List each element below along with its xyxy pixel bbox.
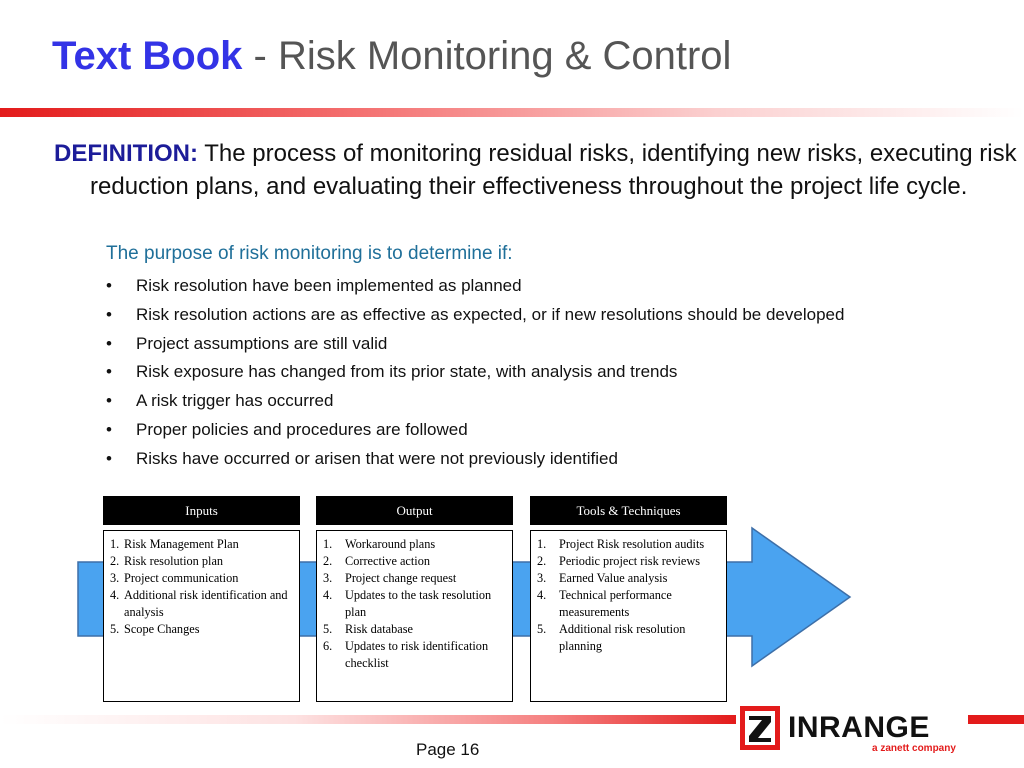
list-item — [110, 621, 293, 638]
item-text: Project Risk resolution audits — [559, 537, 705, 551]
item-text: Technical performance measurements — [559, 588, 672, 619]
item-number: 3. — [110, 571, 120, 585]
tools-panel — [530, 530, 727, 702]
item-number: 2. — [537, 554, 547, 568]
bullet-text: Proper policies and procedures are followed — [136, 419, 468, 439]
list-item — [537, 536, 720, 553]
bullet-item — [106, 445, 844, 474]
list-item — [323, 536, 506, 553]
bullet-marker: • — [106, 276, 112, 295]
list-item — [323, 553, 506, 570]
list-item — [537, 553, 720, 570]
item-number: 1. — [323, 537, 333, 551]
list-item — [323, 621, 506, 638]
item-text: Updates to the task resolution plan — [345, 588, 492, 619]
definition-colon: : — [190, 140, 198, 167]
item-text: Additional risk identification and analysis — [124, 588, 288, 619]
item-number: 4. — [110, 588, 120, 602]
purpose-intro: The purpose of risk monitoring is to determine if: — [106, 243, 513, 264]
bullet-item — [106, 387, 844, 416]
item-number: 5. — [537, 622, 547, 636]
bullet-marker: • — [106, 362, 112, 382]
bullet-item — [106, 272, 844, 301]
title-main: Text Book — [52, 34, 243, 78]
item-text: Risk database — [345, 622, 413, 636]
bullet-marker: • — [106, 333, 112, 353]
item-number: 4. — [323, 588, 333, 602]
item-number: 1. — [537, 537, 547, 551]
slide-title — [52, 28, 731, 93]
item-number: 2. — [110, 554, 120, 568]
bullet-marker: • — [106, 448, 112, 468]
output-header: Output — [316, 496, 513, 525]
item-number: 2. — [323, 554, 333, 568]
list-item — [537, 570, 720, 587]
item-text: Workaround plans — [345, 537, 436, 551]
item-text: Periodic project risk reviews — [559, 554, 701, 568]
process-diagram — [0, 494, 1024, 706]
item-number: 4. — [537, 588, 547, 602]
item-text: Updates to risk identification checklist — [345, 639, 489, 670]
list-item — [110, 553, 293, 570]
definition-label: DEFINITION — [54, 140, 190, 167]
footer-divider-end — [968, 715, 1024, 724]
bullet-marker: • — [106, 419, 112, 439]
bullet-item — [106, 416, 844, 445]
item-text: Project change request — [345, 571, 457, 585]
item-text: Project communication — [124, 571, 239, 585]
item-number: 3. — [323, 571, 333, 585]
bullet-text: Risk resolution actions are as effective as expected, or if new resolutions should be developed — [136, 304, 845, 324]
inputs-list — [110, 536, 293, 638]
inputs-header: Inputs — [103, 496, 300, 525]
list-item — [323, 638, 506, 672]
footer-divider — [0, 715, 736, 724]
page-number: Page 16 — [416, 740, 480, 759]
list-item — [323, 570, 506, 587]
list-item — [110, 536, 293, 553]
inputs-panel — [103, 530, 300, 702]
list-item — [110, 570, 293, 587]
bullet-item — [106, 330, 844, 359]
title-divider — [0, 108, 1024, 117]
item-text: Scope Changes — [124, 622, 200, 636]
bullet-text: Risk exposure has changed from its prior state, with analysis and trends — [136, 362, 678, 382]
item-text: Risk resolution plan — [124, 554, 224, 568]
bullet-marker: • — [106, 391, 112, 411]
title-subtitle: - Risk Monitoring & Control — [242, 34, 732, 78]
list-item — [537, 621, 720, 655]
bullet-item — [106, 358, 844, 387]
list-item — [537, 587, 720, 621]
bullet-text: Project assumptions are still valid — [136, 333, 388, 353]
list-item — [323, 587, 506, 621]
definition-paragraph — [54, 137, 1024, 203]
logo-tagline: a zanett company — [872, 743, 956, 754]
bullet-marker: • — [106, 304, 112, 324]
item-text: Additional risk resolution planning — [559, 622, 686, 653]
item-number: 1. — [110, 537, 120, 551]
bullet-text: Risk resolution have been implemented as planned — [136, 276, 522, 295]
item-text: Earned Value analysis — [559, 571, 668, 585]
z-logo-icon — [740, 706, 780, 750]
item-number: 5. — [110, 622, 120, 636]
bullet-text: A risk trigger has occurred — [136, 391, 334, 411]
output-panel — [316, 530, 513, 702]
output-list — [323, 536, 506, 672]
list-item — [110, 587, 293, 621]
company-logo — [740, 706, 970, 760]
logo-wordmark: INRANGE — [788, 711, 930, 744]
tools-header: Tools & Techniques — [530, 496, 727, 525]
item-number: 5. — [323, 622, 333, 636]
bullet-text: Risks have occurred or arisen that were not previously identified — [136, 448, 618, 468]
tools-list — [537, 536, 720, 655]
purpose-bullet-list — [106, 272, 844, 474]
definition-text: The process of monitoring residual risks, identifying new risks, executing risk reduction plans, and evaluating their effectiveness throughout the project life cycle. — [90, 140, 1017, 200]
item-number: 6. — [323, 639, 333, 653]
item-text: Corrective action — [345, 554, 431, 568]
item-text: Risk Management Plan — [124, 537, 239, 551]
item-number: 3. — [537, 571, 547, 585]
bullet-item — [106, 301, 844, 330]
